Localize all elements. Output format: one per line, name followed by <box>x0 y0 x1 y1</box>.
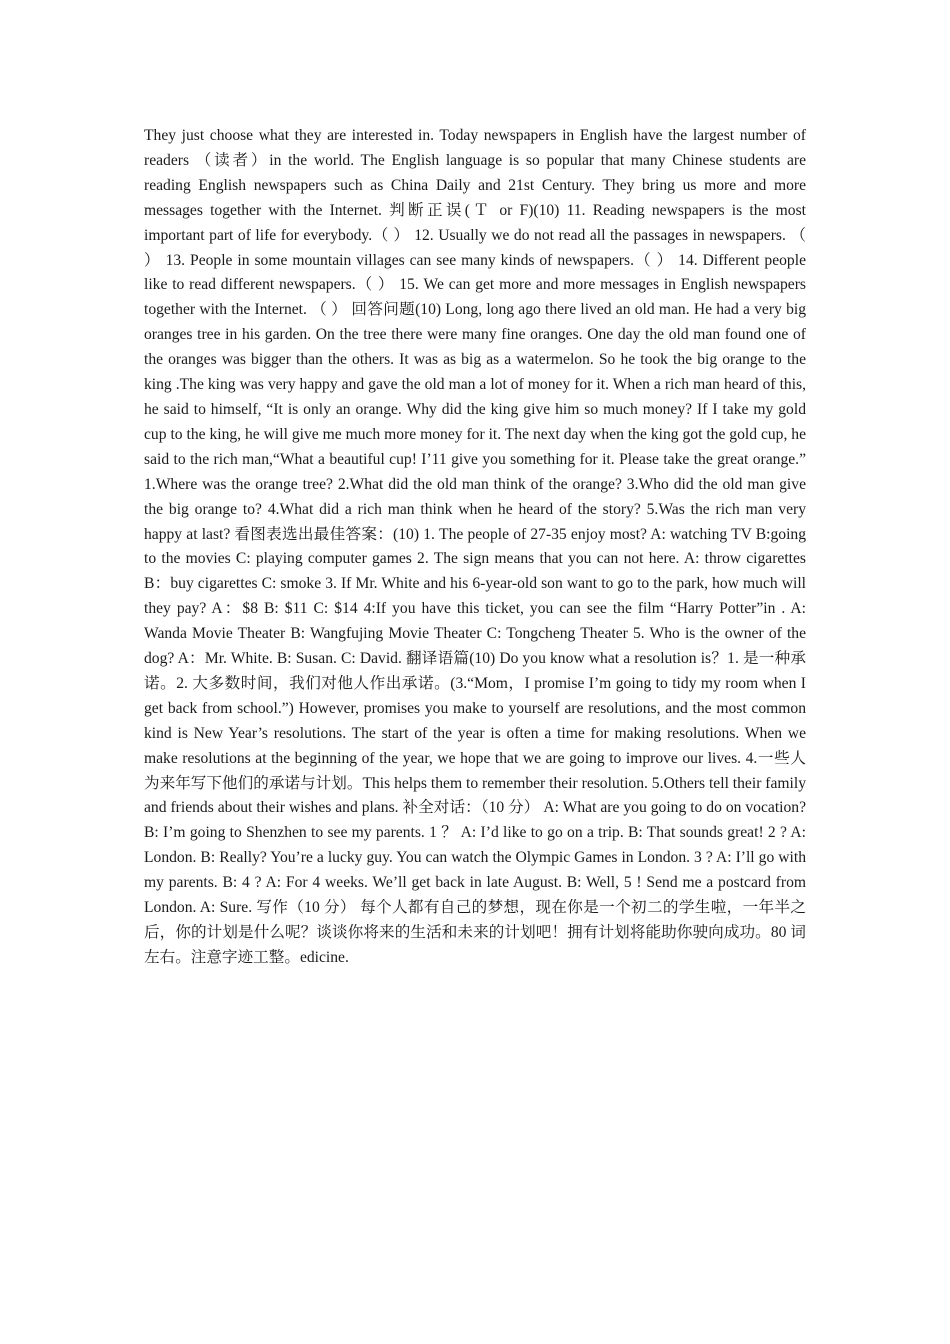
document-body-text: They just choose what they are interested in. Today newspapers in English have the largest number of readers （读者）in the world. The English language is so popular that many Chinese students are reading English newspapers such as China Daily and 21st Century. They bring us more and more messages together with the Internet. 判断正误(Ｔ or F)(10) 11. Reading newspapers is the most important part of life for everybody.（ ） 12. Usually we do not read all the passages in newspapers. （ ） 13. People in some mountain villages can see many kinds of newspapers.（ ） 14. Different people like to read different newspapers.（ ） 15. We can get more and more messages in English newspapers together with the Internet. （ ） 回答问题(10) Long, long ago there lived an old man. He had a very big oranges tree in his garden. On the tree there were many fine oranges. One day the old man found one of the oranges was bigger than the others. It was as big as a watermelon. So he took the big orange to the king .The king was very happy and gave the old man a lot of money for it. When a rich man heard of this, he said to himself, “It is only an orange. Why did the king give him so much money? If I take my gold cup to the king, he will give me much more money for it. The next day when the king got the gold cup, he said to the rich man,“What a beautiful cup! I’11 give you something for it. Please take the great orange.” 1.Where was the orange tree? 2.What did the old man think of the orange? 3.Who did the old man give the big orange to? 4.What did a rich man think when he heard of the story? 5.Was the rich man very happy at last? 看图表选出最佳答案：(10) 1. The people of 27-35 enjoy most? A: watching TV B:going to the movies C: playing computer games 2. The sign means that you can not here. A: throw cigarettes B：buy cigarettes C: smoke 3. If Mr. White and his 6-year-old son want to go to the park, how much will they pay? A：$8 B: $11 C: $14 4:If you have this ticket, you can see the film “Harry Potter”in . A: Wanda Movie Theater B: Wangfujing Movie Theater C: Tongcheng Theater 5. Who is the owner of the dog? A：Mr. White. B: Susan. C: David. 翻译语篇(10) Do you know what a resolution is？1. 是一种承诺。2. 大多数时间，我们对他人作出承诺。(3.“Mom，I promise I’m going to tidy my room when I get back from school.”) However, promises you make to yourself are resolutions, and the most common kind is New Year’s resolutions. The start of the year is often a time for making resolutions. When we make resolutions at the beginning of the year, we hope that we are going to improve our lives. 4.一些人为来年写下他们的承诺与计划。This helps them to remember their resolution. 5.Others tell their family and friends about their wishes and plans. 补全对话：（10 分） A: What are you going to do on vocation? B: I’m going to Shenzhen to see my parents. 1 ？ A: I’d like to go on a trip. B: That sounds great! 2 ? A: London. B: Really? You’re a lucky guy. You can watch the Olympic Games in London. 3 ? A: I’ll go with my parents. B: 4 ? A: For 4 weeks. We’ll get back in late August. B: Well, 5 ! Send me a postcard from London. A: Sure. 写作（10 分） 每个人都有自己的梦想，现在你是一个初二的学生啦，一年半之后，你的计划是什么呢？谈谈你将来的生活和未来的计划吧！拥有计划将能助你驶向成功。80 词左右。注意字迹工整。edicine. <box>144 127 806 966</box>
